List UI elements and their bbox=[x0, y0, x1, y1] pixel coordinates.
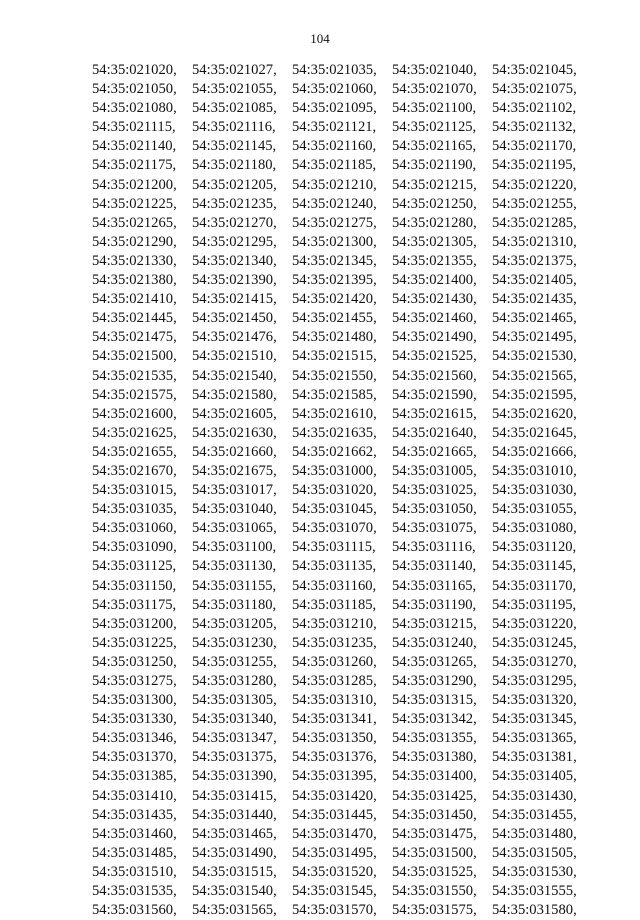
cadastral-code: 54:35:021285, bbox=[492, 214, 577, 231]
cadastral-code: 54:35:031465, bbox=[192, 825, 277, 842]
cadastral-code: 54:35:031410, bbox=[92, 787, 177, 804]
cadastral-code: 54:35:031345, bbox=[492, 711, 577, 728]
cadastral-code: 54:35:031205, bbox=[192, 615, 277, 632]
cadastral-code: 54:35:031170, bbox=[492, 577, 577, 594]
cadastral-code: 54:35:021595, bbox=[492, 386, 577, 403]
cadastral-code: 54:35:021195, bbox=[492, 157, 577, 174]
cadastral-code: 54:35:021215, bbox=[392, 176, 477, 193]
cadastral-code: 54:35:031365, bbox=[492, 730, 577, 747]
cadastral-code: 54:35:031500, bbox=[392, 844, 477, 861]
code-row bbox=[92, 290, 592, 309]
cadastral-code: 54:35:031305, bbox=[192, 692, 277, 709]
cadastral-code: 54:35:021655, bbox=[92, 443, 177, 460]
code-row bbox=[92, 405, 592, 424]
cadastral-code: 54:35:031390, bbox=[192, 768, 277, 785]
cadastral-code: 54:35:031355, bbox=[392, 730, 477, 747]
cadastral-code: 54:35:031010, bbox=[492, 462, 577, 479]
cadastral-code: 54:35:021530, bbox=[492, 348, 577, 365]
cadastral-code: 54:35:021102, bbox=[492, 100, 577, 117]
cadastral-code: 54:35:021100, bbox=[392, 100, 477, 117]
cadastral-code: 54:35:021205, bbox=[192, 176, 277, 193]
cadastral-code: 54:35:031240, bbox=[392, 634, 477, 651]
cadastral-code: 54:35:031215, bbox=[392, 615, 477, 632]
cadastral-code: 54:35:031370, bbox=[92, 749, 177, 766]
cadastral-code: 54:35:021165, bbox=[392, 138, 477, 155]
page-number: 104 bbox=[310, 31, 330, 46]
code-row bbox=[92, 137, 592, 156]
cadastral-code: 54:35:021400, bbox=[392, 272, 477, 289]
cadastral-code: 54:35:021070, bbox=[392, 81, 477, 98]
cadastral-code: 54:35:021645, bbox=[492, 424, 577, 441]
cadastral-code: 54:35:031347, bbox=[192, 730, 277, 747]
cadastral-code: 54:35:021640, bbox=[392, 424, 477, 441]
code-row bbox=[92, 271, 592, 290]
cadastral-code: 54:35:021140, bbox=[92, 138, 177, 155]
cadastral-code: 54:35:021550, bbox=[292, 367, 377, 384]
cadastral-code: 54:35:031475, bbox=[392, 825, 477, 842]
cadastral-code: 54:35:031030, bbox=[492, 482, 577, 499]
cadastral-code: 54:35:031017, bbox=[192, 482, 277, 499]
cadastral-code: 54:35:021045, bbox=[492, 62, 577, 78]
cadastral-code: 54:35:021510, bbox=[192, 348, 277, 365]
cadastral-code: 54:35:021055, bbox=[192, 81, 277, 98]
cadastral-code: 54:35:021420, bbox=[292, 291, 377, 308]
cadastral-code: 54:35:031025, bbox=[392, 482, 477, 499]
cadastral-code: 54:35:031070, bbox=[292, 520, 377, 537]
cadastral-code: 54:35:021250, bbox=[392, 195, 477, 212]
cadastral-code: 54:35:021450, bbox=[192, 310, 277, 327]
cadastral-code: 54:35:021380, bbox=[92, 272, 177, 289]
cadastral-code: 54:35:021476, bbox=[192, 329, 277, 346]
code-row bbox=[92, 577, 592, 596]
cadastral-code: 54:35:021175, bbox=[92, 157, 177, 174]
cadastral-code: 54:35:021430, bbox=[392, 291, 477, 308]
cadastral-code: 54:35:031340, bbox=[192, 711, 277, 728]
cadastral-code: 54:35:031145, bbox=[492, 558, 577, 575]
cadastral-code: 54:35:031005, bbox=[392, 462, 477, 479]
cadastral-code: 54:35:021115, bbox=[92, 119, 176, 136]
code-row bbox=[92, 653, 592, 672]
cadastral-code: 54:35:031060, bbox=[92, 520, 177, 537]
cadastral-code: 54:35:021160, bbox=[292, 138, 377, 155]
cadastral-code: 54:35:031135, bbox=[292, 558, 377, 575]
cadastral-code: 54:35:031342, bbox=[392, 711, 477, 728]
cadastral-code: 54:35:031505, bbox=[492, 844, 577, 861]
code-row bbox=[92, 882, 592, 901]
cadastral-code: 54:35:031540, bbox=[192, 883, 277, 900]
code-row bbox=[92, 386, 592, 405]
cadastral-code: 54:35:031220, bbox=[492, 615, 577, 632]
cadastral-code: 54:35:031285, bbox=[292, 673, 377, 689]
cadastral-code: 54:35:021050, bbox=[92, 81, 177, 98]
cadastral-code: 54:35:021095, bbox=[292, 100, 377, 117]
cadastral-code: 54:35:021075, bbox=[492, 81, 577, 98]
code-row bbox=[92, 806, 592, 825]
code-row bbox=[92, 844, 592, 863]
cadastral-code: 54:35:021027, bbox=[192, 62, 277, 78]
cadastral-code: 54:35:021375, bbox=[492, 252, 577, 269]
cadastral-code: 54:35:021255, bbox=[492, 195, 577, 212]
cadastral-code: 54:35:031200, bbox=[92, 615, 177, 632]
cadastral-code: 54:35:021460, bbox=[392, 310, 477, 327]
cadastral-code: 54:35:031420, bbox=[292, 787, 377, 804]
cadastral-code: 54:35:031381, bbox=[492, 749, 577, 766]
cadastral-code: 54:35:021565, bbox=[492, 367, 577, 384]
cadastral-code: 54:35:031230, bbox=[192, 634, 277, 651]
code-row bbox=[92, 500, 592, 519]
code-row bbox=[92, 748, 592, 767]
cadastral-code: 54:35:031250, bbox=[92, 653, 177, 670]
cadastral-code: 54:35:021116, bbox=[192, 119, 276, 136]
cadastral-code: 54:35:031385, bbox=[92, 768, 177, 785]
cadastral-code: 54:35:021525, bbox=[392, 348, 477, 365]
cadastral-code: 54:35:021500, bbox=[92, 348, 177, 365]
code-row bbox=[92, 118, 592, 137]
cadastral-code: 54:35:031165, bbox=[392, 577, 477, 594]
code-row bbox=[92, 596, 592, 615]
cadastral-code: 54:35:031515, bbox=[192, 863, 277, 880]
cadastral-code: 54:35:021410, bbox=[92, 291, 177, 308]
cadastral-code: 54:35:031260, bbox=[292, 653, 377, 670]
cadastral-code: 54:35:031015, bbox=[92, 482, 177, 499]
cadastral-code: 54:35:021620, bbox=[492, 405, 577, 422]
cadastral-code: 54:35:021480, bbox=[292, 329, 377, 346]
cadastral-code: 54:35:021270, bbox=[192, 214, 277, 231]
code-row bbox=[92, 863, 592, 882]
cadastral-code: 54:35:031510, bbox=[92, 863, 177, 880]
cadastral-code: 54:35:021170, bbox=[492, 138, 577, 155]
cadastral-code: 54:35:031040, bbox=[192, 501, 277, 518]
cadastral-code: 54:35:031330, bbox=[92, 711, 177, 728]
cadastral-code: 54:35:031115, bbox=[292, 539, 376, 556]
cadastral-code: 54:35:031160, bbox=[292, 577, 377, 594]
cadastral-code: 54:35:021600, bbox=[92, 405, 177, 422]
cadastral-code: 54:35:031520, bbox=[292, 863, 377, 880]
cadastral-code: 54:35:031395, bbox=[292, 768, 377, 785]
code-row bbox=[92, 233, 592, 252]
cadastral-code: 54:35:031376, bbox=[292, 749, 377, 766]
cadastral-code: 54:35:021435, bbox=[492, 291, 577, 308]
cadastral-code: 54:35:021575, bbox=[92, 386, 177, 403]
cadastral-code: 54:35:031400, bbox=[392, 768, 477, 785]
cadastral-code: 54:35:031346, bbox=[92, 730, 177, 747]
cadastral-code: 54:35:021305, bbox=[392, 233, 477, 250]
cadastral-code: 54:35:031580, bbox=[492, 902, 577, 919]
cadastral-code: 54:35:021666, bbox=[492, 443, 577, 460]
cadastral-code: 54:35:021275, bbox=[292, 214, 377, 231]
cadastral-code: 54:35:021605, bbox=[192, 405, 277, 422]
cadastral-code: 54:35:031495, bbox=[292, 844, 377, 861]
cadastral-code: 54:35:031125, bbox=[92, 558, 177, 575]
cadastral-code: 54:35:021040, bbox=[392, 62, 477, 78]
cadastral-code: 54:35:021490, bbox=[392, 329, 477, 346]
cadastral-code: 54:35:031210, bbox=[292, 615, 377, 632]
cadastral-code: 54:35:021330, bbox=[92, 252, 177, 269]
cadastral-code: 54:35:021235, bbox=[192, 195, 277, 212]
code-row bbox=[92, 481, 592, 500]
code-row bbox=[92, 691, 592, 710]
cadastral-code: 54:35:021585, bbox=[292, 386, 377, 403]
cadastral-code: 54:35:021132, bbox=[492, 119, 577, 136]
cadastral-code: 54:35:021515, bbox=[292, 348, 377, 365]
cadastral-code: 54:35:031275, bbox=[92, 673, 177, 689]
cadastral-code: 54:35:031245, bbox=[492, 634, 577, 651]
code-row bbox=[92, 901, 592, 920]
cadastral-code: 54:35:021180, bbox=[192, 157, 277, 174]
cadastral-code: 54:35:031300, bbox=[92, 692, 177, 709]
cadastral-code: 54:35:021590, bbox=[392, 386, 477, 403]
cadastral-code: 54:35:031045, bbox=[292, 501, 377, 518]
cadastral-code: 54:35:031255, bbox=[192, 653, 277, 670]
cadastral-code: 54:35:021675, bbox=[192, 462, 277, 479]
cadastral-code: 54:35:021020, bbox=[92, 62, 177, 78]
cadastral-code: 54:35:031545, bbox=[292, 883, 377, 900]
cadastral-code: 54:35:021290, bbox=[92, 233, 177, 250]
cadastral-code: 54:35:031405, bbox=[492, 768, 577, 785]
cadastral-code: 54:35:031565, bbox=[192, 902, 277, 919]
cadastral-code: 54:35:021355, bbox=[392, 252, 477, 269]
cadastral-code: 54:35:031190, bbox=[392, 596, 477, 613]
cadastral-code: 54:35:021190, bbox=[392, 157, 477, 174]
cadastral-code: 54:35:021085, bbox=[192, 100, 277, 117]
cadastral-code: 54:35:031490, bbox=[192, 844, 277, 861]
cadastral-code: 54:35:031116, bbox=[392, 539, 476, 556]
cadastral-code: 54:35:021465, bbox=[492, 310, 577, 327]
cadastral-code: 54:35:021220, bbox=[492, 176, 577, 193]
cadastral-code: 54:35:031180, bbox=[192, 596, 277, 613]
code-row bbox=[92, 99, 592, 118]
cadastral-code: 54:35:021280, bbox=[392, 214, 477, 231]
cadastral-code: 54:35:021240, bbox=[292, 195, 377, 212]
cadastral-code: 54:35:021670, bbox=[92, 462, 177, 479]
cadastral-code: 54:35:021630, bbox=[192, 424, 277, 441]
cadastral-code: 54:35:021125, bbox=[392, 119, 477, 136]
code-row bbox=[92, 424, 592, 443]
cadastral-code: 54:35:021455, bbox=[292, 310, 377, 327]
code-row bbox=[92, 615, 592, 634]
code-row bbox=[92, 519, 592, 538]
cadastral-code: 54:35:031020, bbox=[292, 482, 377, 499]
code-row bbox=[92, 328, 592, 347]
cadastral-code: 54:35:031175, bbox=[92, 596, 177, 613]
cadastral-code: 54:35:031090, bbox=[92, 539, 177, 556]
cadastral-code: 54:35:021560, bbox=[392, 367, 477, 384]
code-row bbox=[92, 347, 592, 366]
cadastral-code: 54:35:021540, bbox=[192, 367, 277, 384]
code-row bbox=[92, 214, 592, 233]
cadastral-code: 54:35:031570, bbox=[292, 902, 377, 919]
cadastral-code: 54:35:031055, bbox=[492, 501, 577, 518]
cadastral-code: 54:35:031550, bbox=[392, 883, 477, 900]
code-row bbox=[92, 367, 592, 386]
cadastral-code: 54:35:031455, bbox=[492, 806, 577, 823]
code-row bbox=[92, 710, 592, 729]
cadastral-code: 54:35:021625, bbox=[92, 424, 177, 441]
cadastral-code: 54:35:031415, bbox=[192, 787, 277, 804]
code-row bbox=[92, 634, 592, 653]
cadastral-code: 54:35:031315, bbox=[392, 692, 477, 709]
cadastral-code: 54:35:031080, bbox=[492, 520, 577, 537]
cadastral-code: 54:35:031430, bbox=[492, 787, 577, 804]
cadastral-code: 54:35:031225, bbox=[92, 634, 177, 651]
cadastral-code: 54:35:021445, bbox=[92, 310, 177, 327]
cadastral-code: 54:35:021310, bbox=[492, 233, 577, 250]
cadastral-code: 54:35:031375, bbox=[192, 749, 277, 766]
cadastral-code: 54:35:021060, bbox=[292, 81, 377, 98]
cadastral-code: 54:35:021662, bbox=[292, 443, 377, 460]
code-row bbox=[92, 80, 592, 99]
cadastral-code: 54:35:031575, bbox=[392, 902, 477, 919]
cadastral-code: 54:35:031065, bbox=[192, 520, 277, 537]
cadastral-code: 54:35:021635, bbox=[292, 424, 377, 441]
cadastral-code: 54:35:031440, bbox=[192, 806, 277, 823]
cadastral-code: 54:35:031470, bbox=[292, 825, 377, 842]
cadastral-code: 54:35:031050, bbox=[392, 501, 477, 518]
cadastral-code-list bbox=[92, 61, 592, 920]
cadastral-code: 54:35:031310, bbox=[292, 692, 377, 709]
cadastral-code: 54:35:021121, bbox=[292, 119, 377, 136]
cadastral-code: 54:35:021405, bbox=[492, 272, 577, 289]
cadastral-code: 54:35:021475, bbox=[92, 329, 177, 346]
cadastral-code: 54:35:031000, bbox=[292, 462, 377, 479]
code-row bbox=[92, 672, 592, 691]
cadastral-code: 54:35:021665, bbox=[392, 443, 477, 460]
cadastral-code: 54:35:031380, bbox=[392, 749, 477, 766]
cadastral-code: 54:35:031130, bbox=[192, 558, 277, 575]
code-row bbox=[92, 729, 592, 748]
code-row bbox=[92, 462, 592, 481]
cadastral-code: 54:35:021495, bbox=[492, 329, 577, 346]
cadastral-code: 54:35:031445, bbox=[292, 806, 377, 823]
code-row bbox=[92, 176, 592, 195]
cadastral-code: 54:35:021615, bbox=[392, 405, 477, 422]
code-row bbox=[92, 309, 592, 328]
cadastral-code: 54:35:031235, bbox=[292, 634, 377, 651]
code-row bbox=[92, 538, 592, 557]
cadastral-code: 54:35:031295, bbox=[492, 673, 577, 689]
cadastral-code: 54:35:031140, bbox=[392, 558, 477, 575]
cadastral-code: 54:35:031485, bbox=[92, 844, 177, 861]
code-row bbox=[92, 61, 592, 80]
cadastral-code: 54:35:021580, bbox=[192, 386, 277, 403]
cadastral-code: 54:35:031560, bbox=[92, 902, 177, 919]
cadastral-code: 54:35:021610, bbox=[292, 405, 377, 422]
cadastral-code: 54:35:021080, bbox=[92, 100, 177, 117]
cadastral-code: 54:35:031350, bbox=[292, 730, 377, 747]
cadastral-code: 54:35:031535, bbox=[92, 883, 177, 900]
cadastral-code: 54:35:021300, bbox=[292, 233, 377, 250]
cadastral-code: 54:35:021185, bbox=[292, 157, 377, 174]
cadastral-code: 54:35:031075, bbox=[392, 520, 477, 537]
cadastral-code: 54:35:031555, bbox=[492, 883, 577, 900]
cadastral-code: 54:35:031450, bbox=[392, 806, 477, 823]
cadastral-code: 54:35:021145, bbox=[192, 138, 277, 155]
code-row bbox=[92, 787, 592, 806]
cadastral-code: 54:35:031155, bbox=[192, 577, 277, 594]
cadastral-code: 54:35:031270, bbox=[492, 653, 577, 670]
cadastral-code: 54:35:021225, bbox=[92, 195, 177, 212]
cadastral-code: 54:35:021345, bbox=[292, 252, 377, 269]
cadastral-code: 54:35:021210, bbox=[292, 176, 377, 193]
cadastral-code: 54:35:021340, bbox=[192, 252, 277, 269]
cadastral-code: 54:35:021295, bbox=[192, 233, 277, 250]
cadastral-code: 54:35:031035, bbox=[92, 501, 177, 518]
cadastral-code: 54:35:031530, bbox=[492, 863, 577, 880]
cadastral-code: 54:35:031341, bbox=[292, 711, 377, 728]
code-row bbox=[92, 767, 592, 786]
cadastral-code: 54:35:021415, bbox=[192, 291, 277, 308]
cadastral-code: 54:35:031425, bbox=[392, 787, 477, 804]
cadastral-code: 54:35:031195, bbox=[492, 596, 577, 613]
cadastral-code: 54:35:021035, bbox=[292, 62, 377, 78]
code-row bbox=[92, 825, 592, 844]
cadastral-code: 54:35:031320, bbox=[492, 692, 577, 709]
cadastral-code: 54:35:031265, bbox=[392, 653, 477, 670]
cadastral-code: 54:35:031150, bbox=[92, 577, 177, 594]
code-row bbox=[92, 443, 592, 462]
cadastral-code: 54:35:031185, bbox=[292, 596, 377, 613]
code-row bbox=[92, 156, 592, 175]
cadastral-code: 54:35:021395, bbox=[292, 272, 377, 289]
cadastral-code: 54:35:021535, bbox=[92, 367, 177, 384]
cadastral-code: 54:35:021390, bbox=[192, 272, 277, 289]
cadastral-code: 54:35:021200, bbox=[92, 176, 177, 193]
cadastral-code: 54:35:031100, bbox=[192, 539, 277, 556]
cadastral-code: 54:35:031435, bbox=[92, 806, 177, 823]
code-row bbox=[92, 195, 592, 214]
code-row bbox=[92, 252, 592, 271]
cadastral-code: 54:35:031280, bbox=[192, 673, 277, 689]
cadastral-code: 54:35:031460, bbox=[92, 825, 177, 842]
cadastral-code: 54:35:031290, bbox=[392, 673, 477, 689]
cadastral-code: 54:35:031525, bbox=[392, 863, 477, 880]
cadastral-code: 54:35:021660, bbox=[192, 443, 277, 460]
code-row bbox=[92, 557, 592, 576]
cadastral-code: 54:35:031480, bbox=[492, 825, 577, 842]
cadastral-code: 54:35:021265, bbox=[92, 214, 177, 231]
cadastral-code: 54:35:031120, bbox=[492, 539, 577, 556]
